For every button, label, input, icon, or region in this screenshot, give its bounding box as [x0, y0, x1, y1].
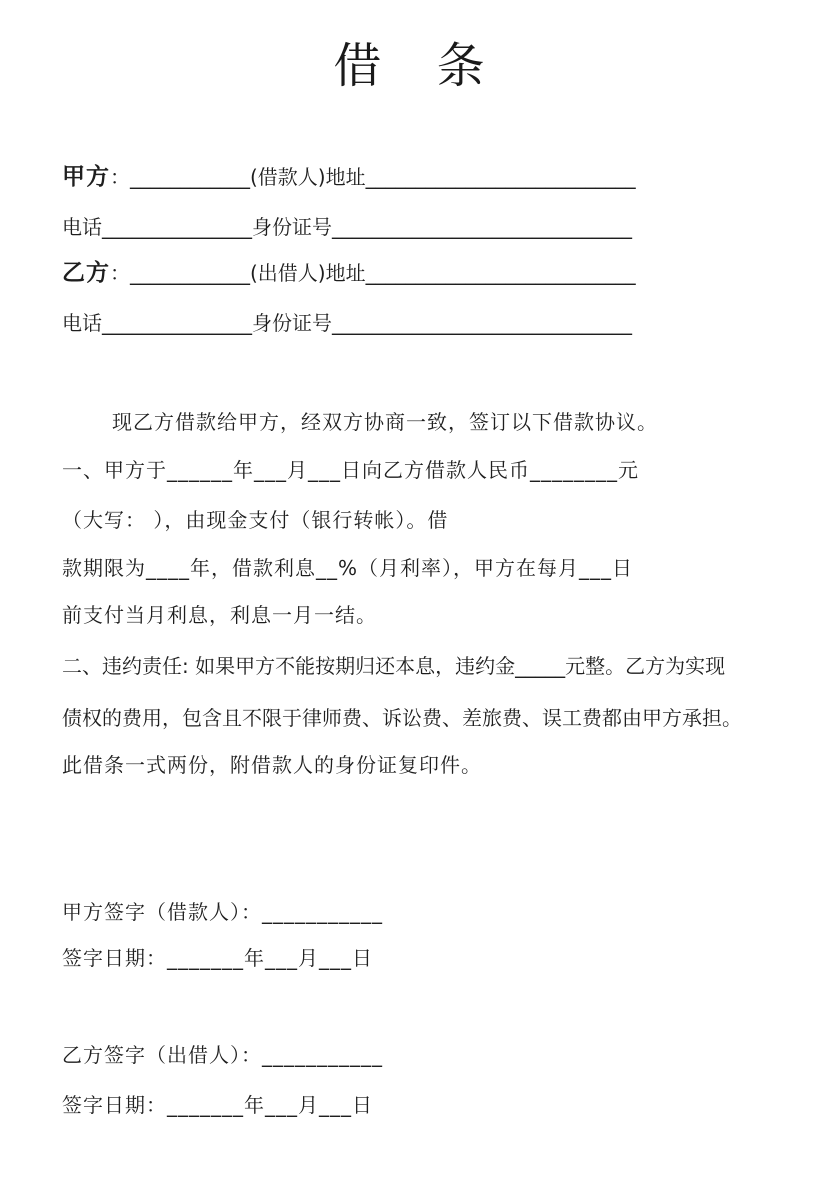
party-a-address-field: ：____________(借款人)地址___________________________	[110, 165, 636, 189]
clause-1-line-1: 一、甲方于______年___月___日向乙方借款人民币________元	[62, 458, 639, 482]
party-a-label: 甲方	[62, 164, 110, 190]
agreement-intro: 现乙方借款给甲方，经双方协商一致，签订以下借款协议。	[112, 410, 658, 434]
party-b-signature-line: 乙方签字（出借人）：___________	[62, 1043, 383, 1067]
party-b-signature-date: 签字日期：_______年___月___日	[62, 1093, 373, 1117]
party-b-label: 乙方	[62, 260, 110, 286]
party-a-signature-date: 签字日期：_______年___月___日	[62, 946, 373, 970]
clause-2-line-1: 二、违约责任: 如果甲方不能按期归还本息，违约金_____元整。乙方为实现	[62, 654, 726, 678]
party-a-line-2: 电话_______________身份证号______________________________	[62, 215, 632, 239]
party-b-line-2: 电话_______________身份证号______________________________	[62, 311, 632, 335]
document-title: 借 条	[333, 38, 505, 94]
party-b-address-field: ：____________(出借人)地址___________________________	[110, 261, 636, 285]
clause-1-line-4: 前支付当月利息，利息一月一结。	[62, 603, 377, 627]
clause-2-line-2: 债权的费用，包含且不限于律师费、诉讼费、差旅费、误工费都由甲方承担。	[62, 706, 742, 730]
party-a-signature-line: 甲方签字（借款人）：___________	[62, 900, 383, 924]
clause-1-line-3: 款期限为____年，借款利息__%（月利率），甲方在每月___日	[62, 556, 634, 580]
party-a-line-1	[62, 163, 636, 191]
party-b-line-1	[62, 259, 636, 287]
clause-2-line-3: 此借条一式两份，附借款人的身份证复印件。	[62, 753, 482, 777]
clause-1-line-2: （大写： ），由现金支付（银行转帐）。借	[62, 508, 449, 532]
